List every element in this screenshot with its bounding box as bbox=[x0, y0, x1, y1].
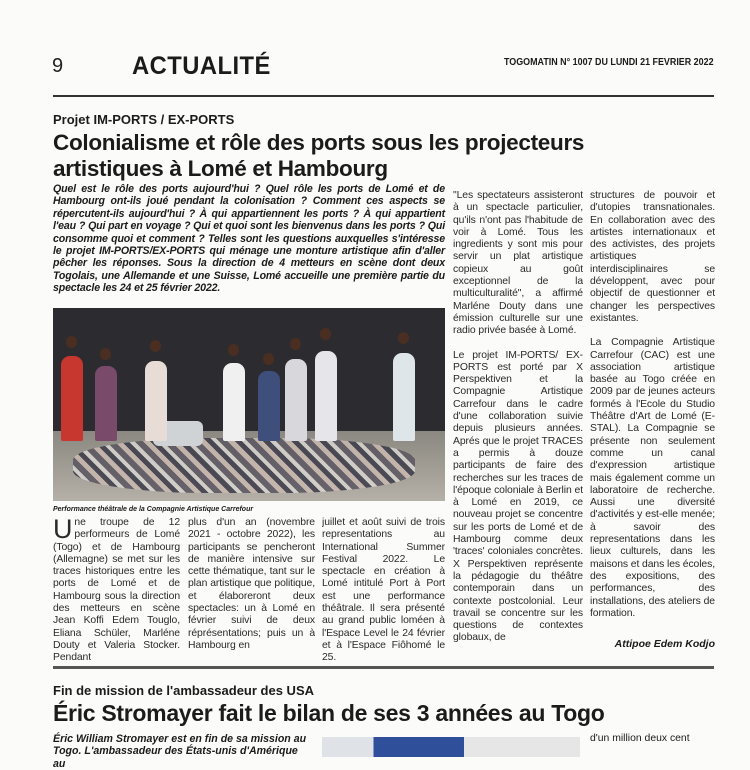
article-kicker: Projet IM-PORTS / EX-PORTS bbox=[53, 112, 235, 127]
paragraph: Le projet IM-PORTS/ EX-PORTS est porté par X Perspektiven et la Compagnie Artistique Carrefour dans le cadre d'une collaboration suivie depuis plusieurs années. Aprés que le projet TRACES a permis à douze participants de faire des recherches sur les traces de l'époque coloniale à Berlin et à Lomé en 2019, ce nouveau projet se concentre sur les ports de Lomé et de Hambourg comme deux 'traces' coloniales concrètes. X Perspektiven représente la pédagogie du théâtre contemporain dans un contexte postcolonial. Leur travail se concentre sur les questions de contextes globaux, de bbox=[453, 349, 583, 644]
paragraph: "Les spectateurs assisteront à un spectacle particulier, qu'ils n'ont pas l'habitude de voir à Lomé. Tous les ingredients y sont mis pour servir un plat artistique copieux au goût exceptionnel de la multiculturalité", a affirmé Marléne Douty dans une émission culturelle sur une radio privée basée à Lomé. bbox=[453, 190, 583, 337]
paragraph: structures de pouvoir et d'utopies transnationales. En collaboration avec des artistes internationaux et des activistes, des projets artistiques interdisciplinaires se développent, avec pour objectif de questionner et changer les perspectives existantes. bbox=[590, 190, 715, 324]
article2-lede: Éric William Stromayer est en fin de sa mission au Togo. L'ambassadeur des États-unis d'Amérique au bbox=[53, 733, 307, 770]
article2-photo bbox=[322, 737, 580, 757]
photo-caption: Performance théâtrale de la Compagnie Artistique Carrefour bbox=[53, 506, 254, 513]
header-divider bbox=[53, 95, 714, 97]
article-column-1 bbox=[53, 517, 180, 662]
issue-info: TOGOMATIN N° 1007 DU LUNDI 21 FEVRIER 2022 bbox=[504, 56, 714, 68]
article-photo bbox=[53, 308, 445, 501]
article-divider bbox=[53, 666, 714, 669]
paragraph: La Compagnie Artistique Carrefour (CAC) est une association artistique basée au Togo créée en 2009 par de jeunes acteurs formés à l'Ecole du Studio Théâtre d'Art de Lomé (E-STAL). La Compagnie se présente non seulement comme un canal d'expression artistique mais également comme un laboratoire de recherche. Aussi une diversité d'activités y est-elle menée; à savoir des representations dans les lieux culturels, dans les maisons et dans les écoles, des expositions, des performances, des installations, des ateliers de formation. bbox=[590, 337, 715, 619]
page-number: 9 bbox=[52, 55, 64, 77]
column-text: ne troupe de 12 performeurs de Lomé (Togo) et de Hambourg (Allemagne) se met sur les traces historiques entre les ports de Lomé et de Hambourg sous la direction des metteurs en scène Jean Koffi Edem Touglo, Eliana Schüler, Marléne Douty et Valeria Stocker. Pendant bbox=[53, 517, 180, 662]
article-column-3: juillet et août suivi de trois representations au International Summer Festival 2022. Le spectacle en création à Lomé intitulé Port à Port est une performance théâtrale. Il sera présenté au grand public loméen à l'Espace Level le 24 février et à l'Espace Fiôhomé le 25. bbox=[322, 517, 445, 662]
author-byline: Attipoe Edem Kodjo bbox=[614, 638, 715, 650]
drop-cap: U bbox=[53, 517, 73, 544]
article-lede: Quel est le rôle des ports aujourd'hui ? Quel rôle les ports de Lomé et de Hambourg ont-ils joué pendant la colonisation ? Comment ces aspects se répercutent-ils aujourd'hui ? À qui appartiennent les ports ? À qui appartient l'eau ? Qui part en voyage ? Qui et quoi sont les bienvenus dans les ports ? Qui consomme quoi et comment ? Telles sont les questions auxquelles s'intéresse le projet IM-PORTS/EX-PORTS qui ménage une monture artistique afin d'aller pêcher les réponses. Sous la direction de 4 metteurs en scène dont deux Togolais, une Allemande et une Suisse, Lomé accueille une première partie du spectacle les 24 et 25 février 2022. bbox=[53, 183, 445, 295]
article-column-5 bbox=[590, 190, 715, 630]
article2-column: d'un million deux cent bbox=[590, 733, 690, 744]
section-rubric: ACTUALITÉ bbox=[132, 52, 271, 80]
article-title: Colonialisme et rôle des ports sous les projecteurs artistiques à Lomé et Hambourg bbox=[53, 130, 585, 181]
article-column-2: plus d'un an (novembre 2021 - octobre 2022), les participants se pencheront de manière intensive sur cette thématique, tant sur le plan artistique que politique, et élaboreront deux spectacles: un à Lomé en février suivi de deux réprésentations; puis un à Hambourg en bbox=[188, 517, 315, 651]
article-column-4 bbox=[453, 190, 583, 662]
article2-kicker: Fin de mission de l'ambassadeur des USA bbox=[53, 683, 315, 698]
article2-title: Éric Stromayer fait le bilan de ses 3 années au Togo bbox=[53, 700, 605, 726]
